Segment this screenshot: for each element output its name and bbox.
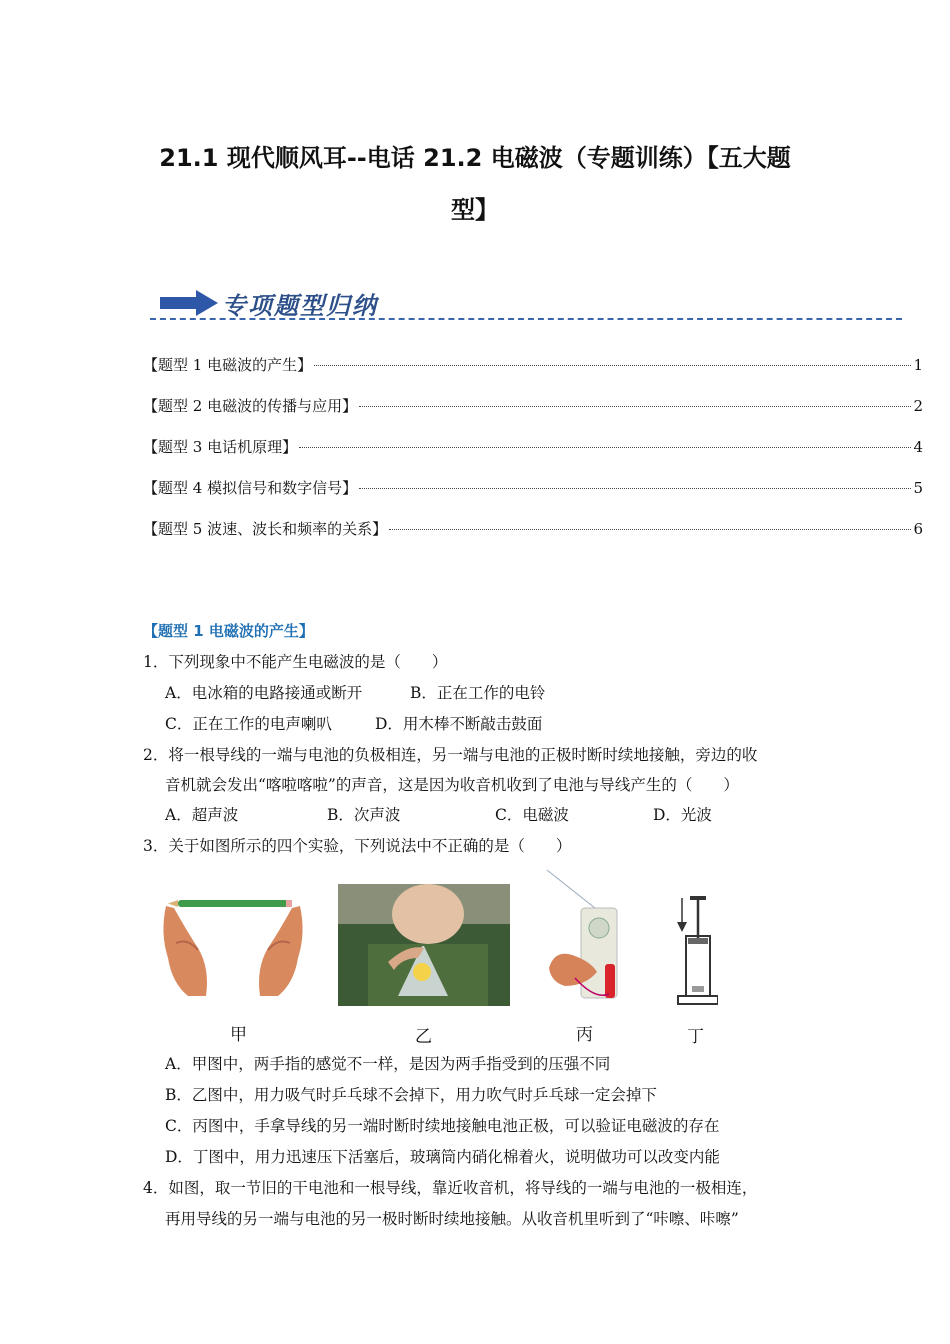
toc-item-2[interactable] <box>143 395 923 436</box>
figure-label-ding: 丁 <box>687 1027 704 1047</box>
banner-divider <box>150 318 902 320</box>
q1-option-d: D．用木棒不断敲击鼓面 <box>375 715 543 733</box>
toc-item-5[interactable] <box>143 518 923 559</box>
q2-option-c: C．电磁波 <box>495 806 569 824</box>
toc-label: 【题型 5 波速、波长和频率的关系】 <box>143 520 388 538</box>
section-heading: 【题型 1 电磁波的产生】 <box>143 622 314 640</box>
figure-yi-funnel-ball <box>338 884 510 1006</box>
toc-label: 【题型 2 电磁波的传播与应用】 <box>143 397 358 415</box>
q2-option-a: A．超声波 <box>165 806 239 824</box>
q2-option-d: D．光波 <box>653 806 712 824</box>
banner-title: 专项题型归纳 <box>222 291 378 320</box>
toc-page: 1 <box>913 356 923 374</box>
toc-page: 2 <box>913 397 923 415</box>
toc-item-4[interactable] <box>143 477 923 518</box>
toc-label: 【题型 4 模拟信号和数字信号】 <box>143 479 358 497</box>
q2-stem-line-1: 2．将一根导线的一端与电池的负极相连，另一端与电池的正极时断时续地接触，旁边的收 <box>143 746 758 764</box>
toc-leader <box>314 365 911 366</box>
toc-label: 【题型 3 电话机原理】 <box>143 438 298 456</box>
q3-option-b: B．乙图中，用力吸气时乒乓球不会掉下，用力吹气时乒乓球一定会掉下 <box>165 1086 657 1104</box>
q2-stem-line-2: 音机就会发出“喀啦喀啦”的声音，这是因为收音机收到了电池与导线产生的（ ） <box>165 776 739 794</box>
toc-item-1[interactable] <box>143 354 923 395</box>
q1-option-c: C．正在工作的电声喇叭 <box>165 715 332 733</box>
section-banner <box>150 286 902 326</box>
toc-page: 4 <box>913 438 923 456</box>
title-line-1: 21.1 现代顺风耳--电话 21.2 电磁波（专题训练）【五大题 <box>159 144 791 172</box>
q1-options-row-1 <box>165 681 545 703</box>
q3-option-a: A．甲图中，两手指的感觉不一样，是因为两手指受到的压强不同 <box>165 1055 611 1073</box>
q3-stem: 3．关于如图所示的四个实验，下列说法中不正确的是（ ） <box>143 837 572 855</box>
q1-stem: 1．下列现象中不能产生电磁波的是（ ） <box>143 653 448 671</box>
q3-option-d: D．丁图中，用力迅速压下活塞后，玻璃筒内硝化棉着火，说明做功可以改变内能 <box>165 1148 720 1166</box>
q1-options-row-2 <box>165 712 542 734</box>
table-of-contents <box>143 354 923 559</box>
toc-leader <box>359 406 911 407</box>
figure-jia-pencil-hands <box>158 888 308 1000</box>
toc-item-3[interactable] <box>143 436 923 477</box>
q2-option-b: B．次声波 <box>327 806 401 824</box>
toc-leader <box>389 529 911 530</box>
document-title <box>140 132 810 236</box>
toc-page: 5 <box>913 479 923 497</box>
title-line-2: 型】 <box>451 196 499 224</box>
toc-page: 6 <box>913 520 923 538</box>
q3-figures <box>150 868 750 1048</box>
figure-label-bing: 丙 <box>576 1025 593 1045</box>
figure-bing-radio-battery <box>545 868 625 1008</box>
q1-option-b: B．正在工作的电铃 <box>410 684 546 702</box>
q3-option-c: C．丙图中，手拿导线的另一端时断时续地接触电池正极，可以验证电磁波的存在 <box>165 1117 720 1135</box>
figure-label-yi: 乙 <box>415 1027 432 1047</box>
figure-label-jia: 甲 <box>230 1025 247 1045</box>
right-arrow-icon <box>160 290 218 316</box>
q4-stem-line-1: 4．如图，取一节旧的干电池和一根导线，靠近收音机，将导线的一端与电池的一极相连， <box>143 1179 758 1197</box>
toc-leader <box>359 488 911 489</box>
figure-ding-piston-cylinder <box>670 892 718 1008</box>
toc-label: 【题型 1 电磁波的产生】 <box>143 356 313 374</box>
toc-leader <box>299 447 911 448</box>
q1-option-a: A．电冰箱的电路接通或断开 <box>165 684 363 702</box>
q2-options <box>165 803 712 825</box>
q4-stem-line-2: 再用导线的另一端与电池的另一极时断时续地接触。从收音机里听到了“咔嚓、咔嚓” <box>165 1210 739 1228</box>
